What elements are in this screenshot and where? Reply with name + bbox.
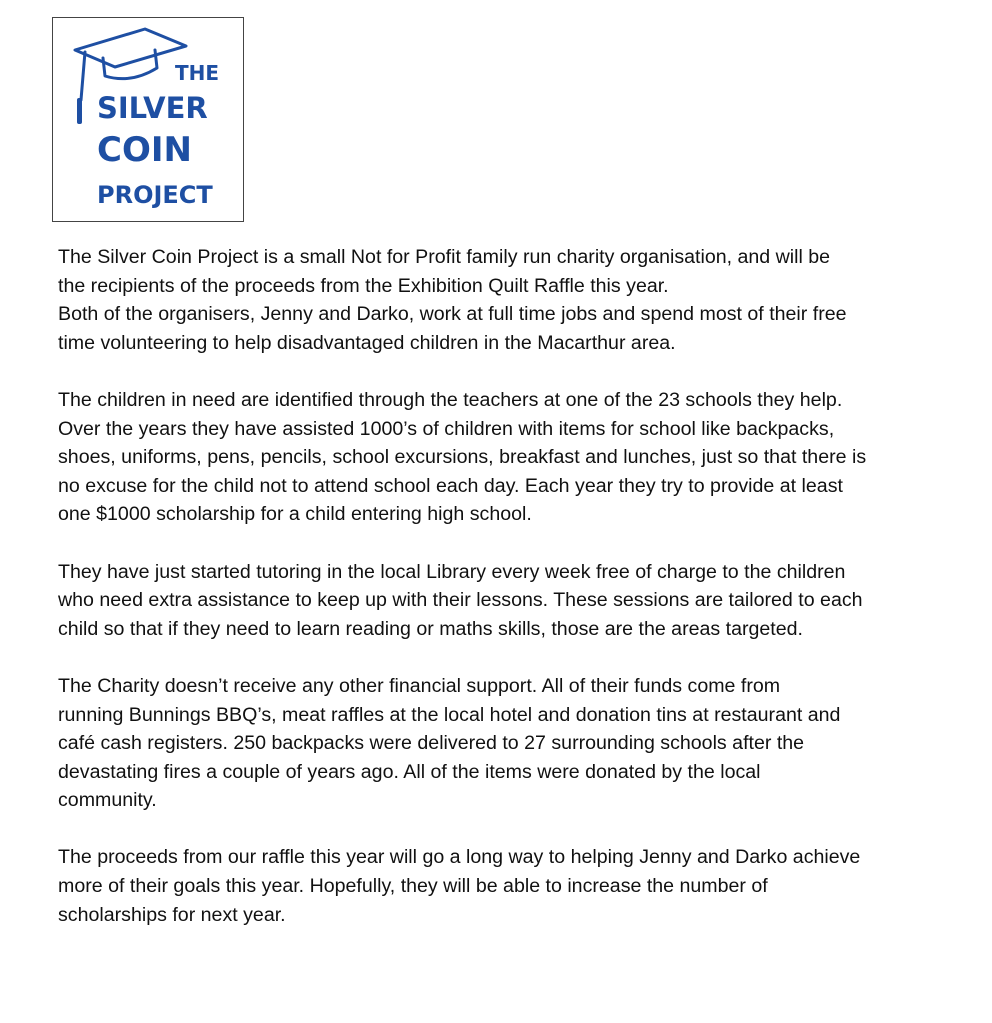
paragraph-intro: The Silver Coin Project is a small Not for Profit family run charity organisation, and will be the recipients of the proceeds from the Exhibition Quilt Raffle this year. Both of the organisers, Jenny and Darko, work at full time jobs and spend most of their free time volunteering to help disadvantaged children in the Macarthur area. <box>58 246 847 354</box>
graduation-cap-icon <box>75 29 186 100</box>
logo-graphic <box>53 18 245 223</box>
logo-line-silver: SILVER <box>97 91 208 125</box>
tassel-icon <box>77 98 82 124</box>
logo-line-coin: COIN <box>97 130 192 170</box>
logo-line-the: THE <box>175 61 220 85</box>
paragraph-funding: The Charity doesn’t receive any other financial support. All of their funds come from running Bunnings BBQ’s, meat raffles at the local hotel and donation tins at restaurant and café cash registers. 250 backpacks were delivered to 27 surrounding schools after the devastating fires a couple of years ago. All of the items were donated by the local community. <box>58 674 841 812</box>
paragraph-tutoring: They have just started tutoring in the local Library every week free of charge to the children who need extra assistance to keep up with their lessons. These sessions are tailored to each child so that if they need to learn reading or maths skills, those are the areas targeted. <box>58 560 863 640</box>
logo-line-project: PROJECT <box>97 181 213 209</box>
silver-coin-project-logo <box>52 17 244 222</box>
paragraph-children-in-need: The children in need are identified through the teachers at one of the 23 schools they help. Over the years they have assisted 1000’s of children with items for school like backpacks, shoes, uniforms, pens, pencils, school excursions, breakfast and lunches, just so that there is no excuse for the child not to attend school each day. Each year they try to provide at least one $1000 scholarship for a child entering high school. <box>58 388 867 526</box>
article-body <box>58 243 958 958</box>
paragraph-raffle-proceeds: The proceeds from our raffle this year will go a long way to helping Jenny and Darko achieve more of their goals this year. Hopefully, they will be able to increase the number of scholarships for next year. <box>58 846 861 926</box>
